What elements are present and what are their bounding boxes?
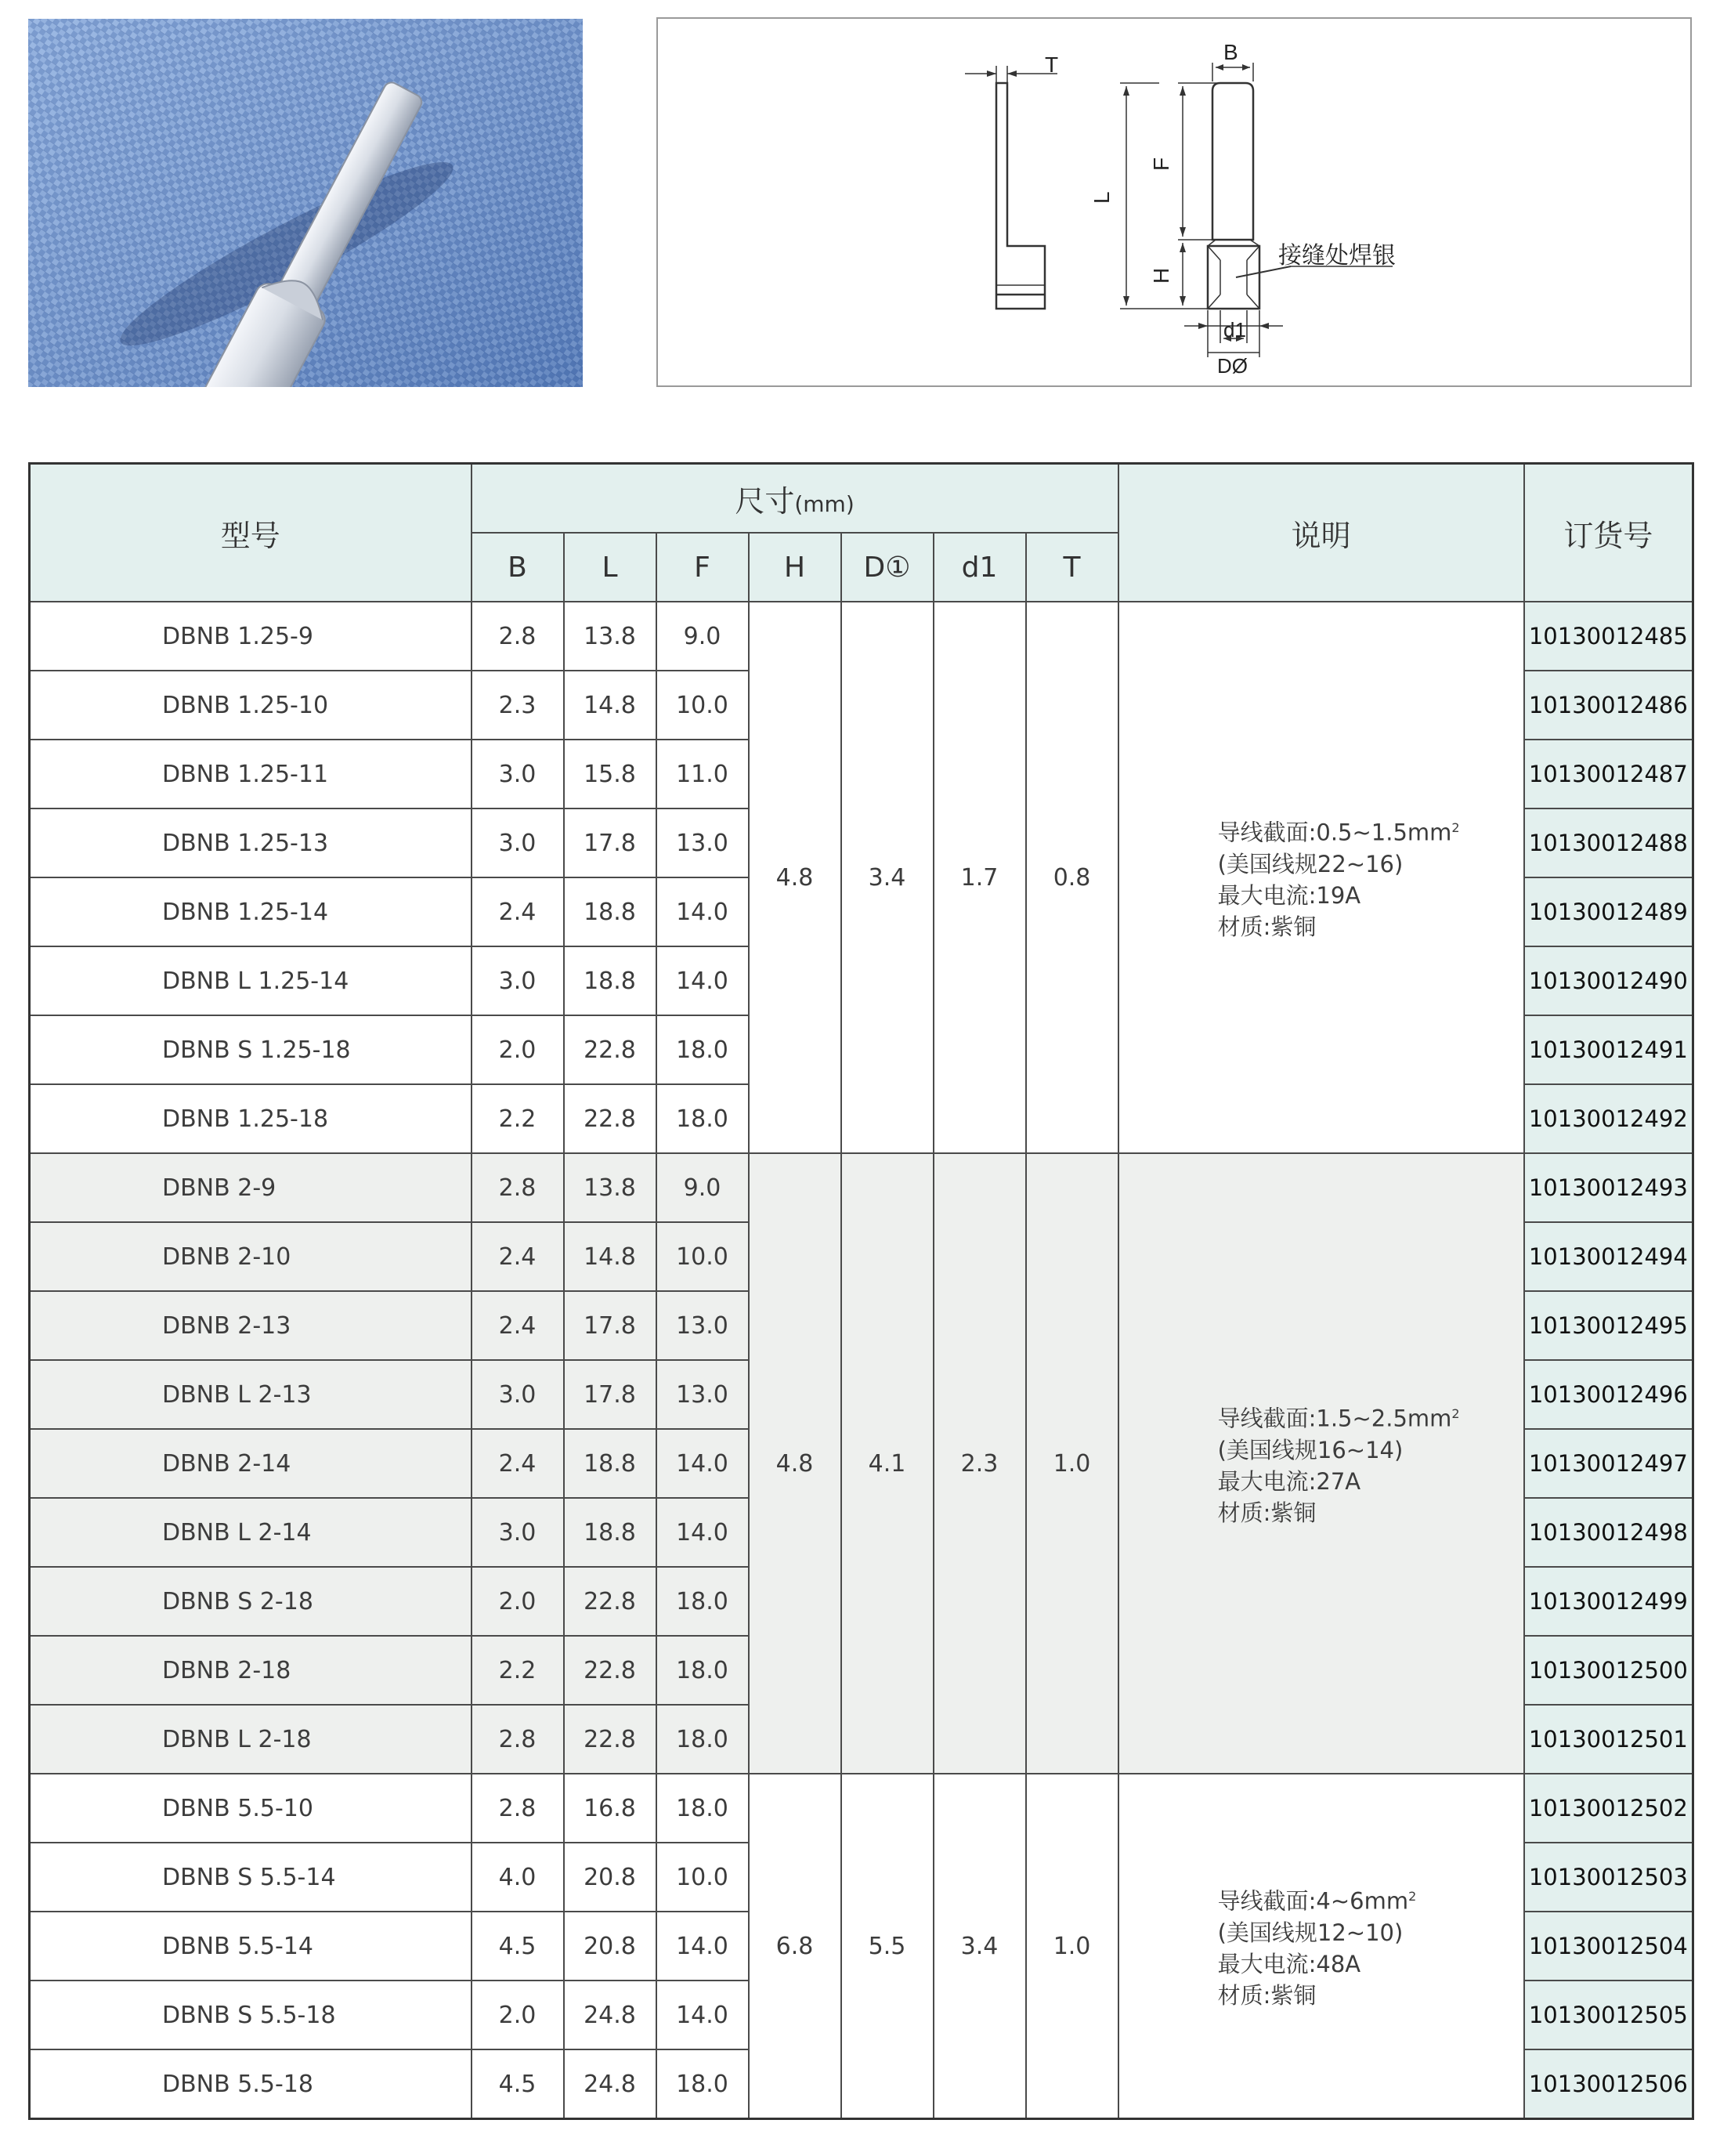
cell-model: DBNB 1.25-11: [30, 740, 472, 808]
cell-L: 22.8: [564, 1567, 656, 1636]
cell-L: 17.8: [564, 1360, 656, 1429]
label-D: DØ: [1217, 354, 1248, 378]
desc-line-current: [1218, 1466, 1523, 1497]
cell-order: 10130012491: [1524, 1015, 1693, 1084]
cell-F: 9.0: [656, 1153, 749, 1222]
cell-order: 10130012495: [1524, 1291, 1693, 1360]
header-col-L: L: [564, 533, 656, 602]
cell-model: DBNB 1.25-10: [30, 671, 472, 740]
dimension-drawing: [658, 19, 1693, 389]
header-model: 型号: [30, 464, 472, 602]
cell-F: 10.0: [656, 671, 749, 740]
cell-T: 0.8: [1026, 602, 1118, 1153]
cell-d1: 3.4: [934, 1774, 1026, 2119]
cell-order: 10130012494: [1524, 1222, 1693, 1291]
header-dimensions-label: 尺寸: [735, 483, 795, 519]
label-T: T: [1045, 52, 1059, 77]
product-photo-image: [28, 19, 583, 387]
cell-model: DBNB S 5.5-18: [30, 1981, 472, 2049]
cell-F: 18.0: [656, 1084, 749, 1153]
cell-B: 2.8: [472, 602, 564, 671]
cell-B: 2.0: [472, 1015, 564, 1084]
desc-line-gauge: [1218, 1434, 1523, 1466]
desc-line-material: [1218, 1497, 1523, 1528]
header-col-F: F: [656, 533, 749, 602]
desc-line-current-text: 最大电流:48A: [1217, 1950, 1361, 1977]
desc-line-material: [1218, 1980, 1523, 2011]
cell-B: 2.4: [472, 1291, 564, 1360]
cell-D: 4.1: [841, 1153, 934, 1774]
cell-F: 13.0: [656, 808, 749, 877]
cell-F: 18.0: [656, 2049, 749, 2119]
cell-H: 4.8: [749, 602, 841, 1153]
label-H: H: [1149, 267, 1173, 284]
header-col-D: D①: [841, 533, 934, 602]
cell-F: 9.0: [656, 602, 749, 671]
cell-model: DBNB 1.25-9: [30, 602, 472, 671]
cell-T: 1.0: [1026, 1774, 1118, 2119]
cell-L: 16.8: [564, 1774, 656, 1843]
label-L: L: [1089, 191, 1114, 204]
cell-d1: 1.7: [934, 602, 1026, 1153]
cell-L: 15.8: [564, 740, 656, 808]
cell-model: DBNB 1.25-18: [30, 1084, 472, 1153]
cell-B: 2.4: [472, 877, 564, 946]
cell-order: 10130012490: [1524, 946, 1693, 1015]
cell-model: DBNB L 1.25-14: [30, 946, 472, 1015]
desc-line-section-text: 导线截面:1.5~2.5mm: [1217, 1405, 1452, 1432]
cell-B: 2.2: [472, 1084, 564, 1153]
cell-model: DBNB 1.25-14: [30, 877, 472, 946]
cell-order: 10130012496: [1524, 1360, 1693, 1429]
cell-B: 2.8: [472, 1705, 564, 1774]
cell-L: 22.8: [564, 1015, 656, 1084]
desc-superscript: 2: [1451, 1406, 1460, 1422]
dimension-diagram: [656, 17, 1692, 387]
cell-model: DBNB 2-13: [30, 1291, 472, 1360]
desc-line-gauge-text: (美国线规16~14): [1217, 1436, 1404, 1463]
cell-L: 17.8: [564, 808, 656, 877]
cell-B: 2.4: [472, 1429, 564, 1498]
cell-T: 1.0: [1026, 1153, 1118, 1774]
cell-model: DBNB 5.5-10: [30, 1774, 472, 1843]
cell-order: 10130012486: [1524, 671, 1693, 740]
desc-line-material-text: 材质:紫铜: [1217, 1981, 1317, 2009]
cell-B: 4.0: [472, 1843, 564, 1912]
header-unit: (mm): [794, 490, 855, 517]
label-B: B: [1223, 40, 1238, 64]
desc-line-material-text: 材质:紫铜: [1217, 913, 1317, 940]
desc-line-material-text: 材质:紫铜: [1217, 1499, 1317, 1526]
desc-line-section-text: 导线截面:0.5~1.5mm: [1217, 819, 1452, 846]
cell-L: 18.8: [564, 1429, 656, 1498]
cell-H: 6.8: [749, 1774, 841, 2119]
cell-desc: [1118, 1774, 1524, 2119]
desc-line-current: [1218, 1948, 1523, 1980]
desc-line-gauge: [1218, 1917, 1523, 1948]
cell-B: 3.0: [472, 808, 564, 877]
cell-F: 11.0: [656, 740, 749, 808]
desc-line-section: [1218, 812, 1523, 848]
cell-B: 2.0: [472, 1981, 564, 2049]
cell-B: 3.0: [472, 1360, 564, 1429]
cell-model: DBNB L 2-13: [30, 1360, 472, 1429]
cell-F: 14.0: [656, 946, 749, 1015]
cell-B: 2.8: [472, 1774, 564, 1843]
header-col-H: H: [749, 533, 841, 602]
header-desc: 说明: [1118, 464, 1524, 602]
cell-F: 10.0: [656, 1843, 749, 1912]
cell-order: 10130012503: [1524, 1843, 1693, 1912]
cell-L: 22.8: [564, 1705, 656, 1774]
cell-order: 10130012501: [1524, 1705, 1693, 1774]
cell-order: 10130012499: [1524, 1567, 1693, 1636]
header-dimensions: [472, 464, 1118, 534]
cell-F: 14.0: [656, 1429, 749, 1498]
cell-order: 10130012500: [1524, 1636, 1693, 1705]
cell-L: 14.8: [564, 1222, 656, 1291]
cell-L: 18.8: [564, 877, 656, 946]
table-row: [30, 1153, 1693, 1222]
cell-D: 3.4: [841, 602, 934, 1153]
cell-F: 13.0: [656, 1360, 749, 1429]
cell-desc: [1118, 1153, 1524, 1774]
cell-L: 20.8: [564, 1843, 656, 1912]
cell-L: 22.8: [564, 1636, 656, 1705]
cell-F: 14.0: [656, 1912, 749, 1981]
cell-F: 13.0: [656, 1291, 749, 1360]
desc-line-section-text: 导线截面:4~6mm: [1217, 1887, 1409, 1915]
cell-order: 10130012498: [1524, 1498, 1693, 1567]
cell-B: 4.5: [472, 2049, 564, 2119]
cell-F: 18.0: [656, 1636, 749, 1705]
cell-B: 3.0: [472, 1498, 564, 1567]
cell-D: 5.5: [841, 1774, 934, 2119]
product-photo: [28, 19, 583, 387]
cell-H: 4.8: [749, 1153, 841, 1774]
cell-L: 14.8: [564, 671, 656, 740]
cell-F: 18.0: [656, 1705, 749, 1774]
cell-B: 2.2: [472, 1636, 564, 1705]
cell-order: 10130012505: [1524, 1981, 1693, 2049]
cell-F: 18.0: [656, 1774, 749, 1843]
desc-superscript: 2: [1408, 1889, 1417, 1905]
cell-model: DBNB L 2-14: [30, 1498, 472, 1567]
table-body: [30, 602, 1693, 2119]
desc-line-current: [1218, 880, 1523, 911]
table-row: [30, 1774, 1693, 1843]
cell-L: 17.8: [564, 1291, 656, 1360]
cell-B: 2.0: [472, 1567, 564, 1636]
cell-L: 22.8: [564, 1084, 656, 1153]
cell-L: 18.8: [564, 1498, 656, 1567]
cell-B: 2.3: [472, 671, 564, 740]
desc-line-material: [1218, 911, 1523, 942]
cell-F: 18.0: [656, 1015, 749, 1084]
desc-superscript: 2: [1451, 820, 1460, 836]
cell-model: DBNB 2-18: [30, 1636, 472, 1705]
desc-line-current-text: 最大电流:27A: [1217, 1467, 1361, 1495]
cell-F: 14.0: [656, 1981, 749, 2049]
desc-line-section: [1218, 1398, 1523, 1434]
desc-line-section: [1218, 1881, 1523, 1917]
cell-model: DBNB 1.25-13: [30, 808, 472, 877]
table-row: [30, 602, 1693, 671]
desc-line-gauge-text: (美国线规12~10): [1217, 1919, 1404, 1946]
desc-line-gauge: [1218, 848, 1523, 880]
desc-line-current-text: 最大电流:19A: [1217, 881, 1361, 909]
cell-desc: [1118, 602, 1524, 1153]
header-col-d1: d1: [934, 533, 1026, 602]
label-F: F: [1149, 157, 1173, 171]
table-header: [30, 464, 1693, 602]
desc-line-gauge-text: (美国线规22~16): [1217, 850, 1404, 877]
cell-order: 10130012504: [1524, 1912, 1693, 1981]
cell-L: 18.8: [564, 946, 656, 1015]
label-d1: d1: [1223, 318, 1246, 342]
cell-model: DBNB 5.5-14: [30, 1912, 472, 1981]
cell-B: 4.5: [472, 1912, 564, 1981]
cell-B: 2.4: [472, 1222, 564, 1291]
cell-model: DBNB L 2-18: [30, 1705, 472, 1774]
cell-L: 13.8: [564, 602, 656, 671]
cell-F: 14.0: [656, 1498, 749, 1567]
cell-model: DBNB S 2-18: [30, 1567, 472, 1636]
cell-L: 13.8: [564, 1153, 656, 1222]
cell-order: 10130012502: [1524, 1774, 1693, 1843]
cell-order: 10130012492: [1524, 1084, 1693, 1153]
cell-model: DBNB 2-14: [30, 1429, 472, 1498]
cell-order: 10130012487: [1524, 740, 1693, 808]
cell-model: DBNB S 1.25-18: [30, 1015, 472, 1084]
cell-order: 10130012488: [1524, 808, 1693, 877]
label-weld: 接缝处焊银: [1278, 243, 1396, 269]
header-col-T: T: [1026, 533, 1118, 602]
cell-B: 3.0: [472, 946, 564, 1015]
cell-order: 10130012493: [1524, 1153, 1693, 1222]
cell-model: DBNB 5.5-18: [30, 2049, 472, 2119]
cell-order: 10130012506: [1524, 2049, 1693, 2119]
cell-F: 10.0: [656, 1222, 749, 1291]
spec-table: [28, 462, 1694, 2120]
header-order: 订货号: [1524, 464, 1693, 602]
cell-order: 10130012489: [1524, 877, 1693, 946]
cell-L: 20.8: [564, 1912, 656, 1981]
cell-model: DBNB 2-10: [30, 1222, 472, 1291]
cell-L: 24.8: [564, 2049, 656, 2119]
cell-order: 10130012485: [1524, 602, 1693, 671]
cell-F: 14.0: [656, 877, 749, 946]
cell-model: DBNB 2-9: [30, 1153, 472, 1222]
cell-B: 3.0: [472, 740, 564, 808]
cell-order: 10130012497: [1524, 1429, 1693, 1498]
cell-B: 2.8: [472, 1153, 564, 1222]
cell-F: 18.0: [656, 1567, 749, 1636]
cell-d1: 2.3: [934, 1153, 1026, 1774]
header-col-B: B: [472, 533, 564, 602]
cell-model: DBNB S 5.5-14: [30, 1843, 472, 1912]
cell-L: 24.8: [564, 1981, 656, 2049]
